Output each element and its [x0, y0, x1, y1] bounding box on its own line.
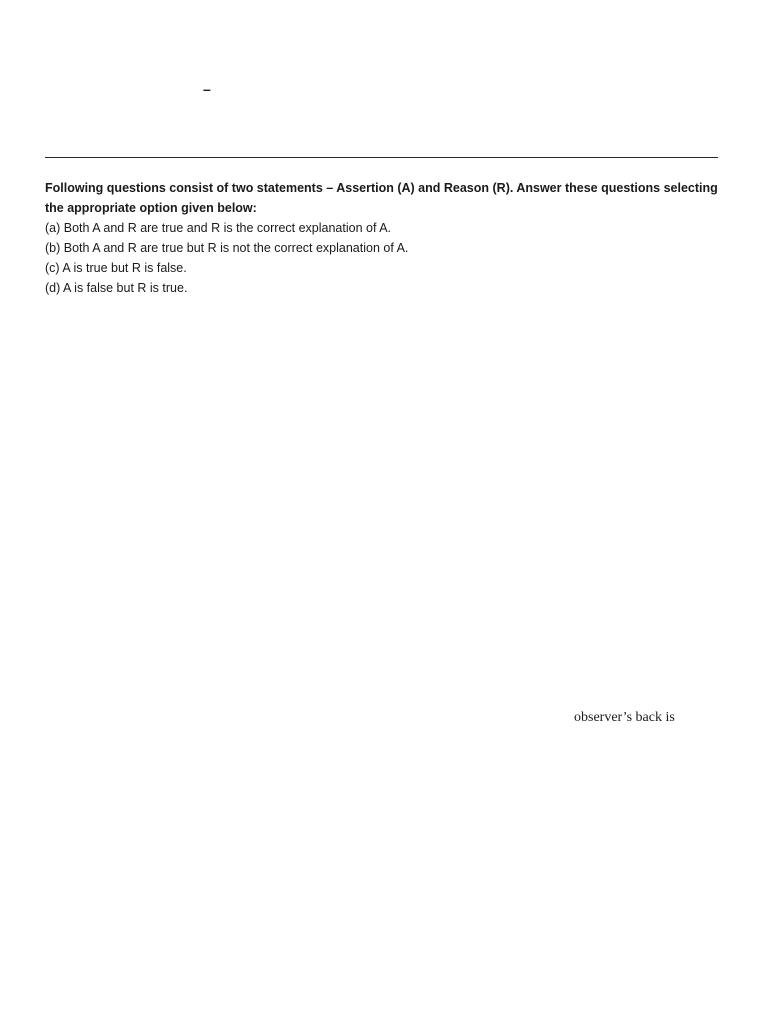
- instructions-lead: Following questions consist of two statements – Assertion (A) and Reason (R). Answer these questions selecting the appropriate option given below:: [45, 181, 718, 215]
- instructions-block: [45, 178, 725, 298]
- option-b: (b) Both A and R are true but R is not the correct explanation of A.: [45, 241, 409, 255]
- horizontal-rule: [45, 157, 718, 158]
- option-d: (d) A is false but R is true.: [45, 281, 188, 295]
- stray-dash-mark: –: [203, 81, 211, 97]
- option-c: (c) A is true but R is false.: [45, 261, 187, 275]
- text-fragment: observer’s back is: [574, 710, 675, 725]
- option-a: (a) Both A and R are true and R is the correct explanation of A.: [45, 221, 392, 235]
